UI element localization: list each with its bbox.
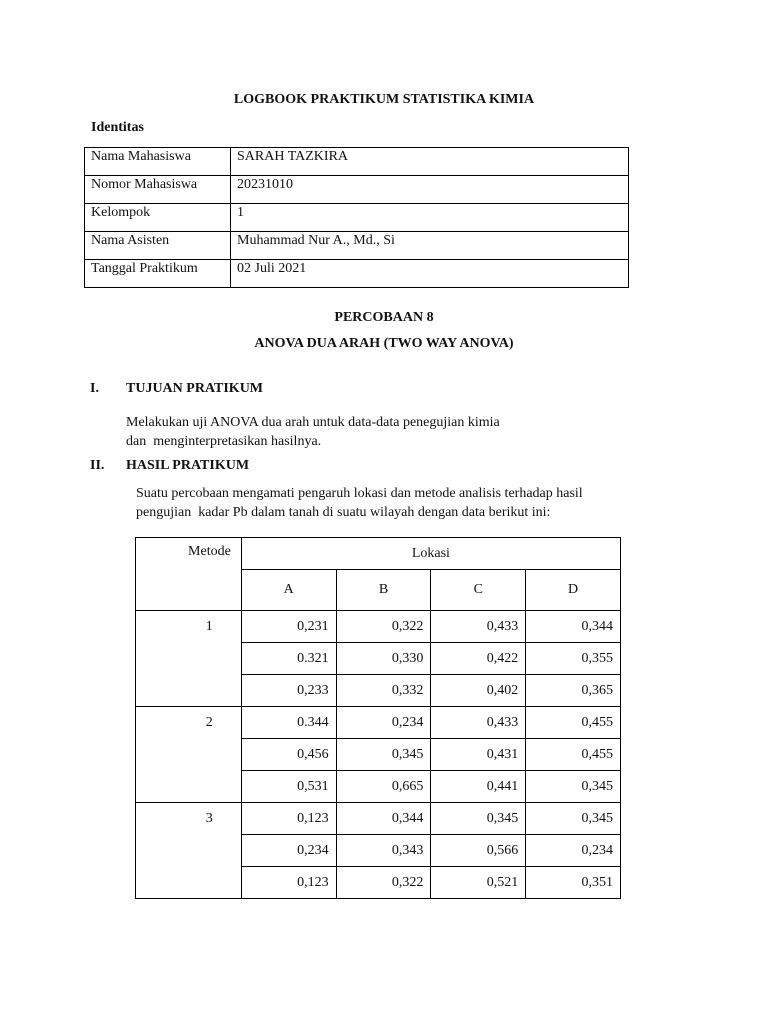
identity-row: [85, 232, 629, 260]
identity-value: 02 Juli 2021: [231, 260, 629, 288]
table-cell: 0,566: [431, 835, 526, 867]
table-cell: 0,521: [431, 867, 526, 899]
identity-label: Nama Mahasiswa: [85, 148, 231, 176]
table-cell: 0,343: [336, 835, 431, 867]
identity-label: Nama Asisten: [85, 232, 231, 260]
table-cell: 0,455: [526, 707, 621, 739]
column-header: A: [241, 570, 336, 611]
paragraph-line: dan menginterpretasikan hasilnya.: [126, 434, 322, 449]
document-title: LOGBOOK PRAKTIKUM STATISTIKA KIMIA: [233, 92, 535, 107]
table-cell: 0,402: [431, 675, 526, 707]
table-cell: 0,365: [526, 675, 621, 707]
section-paragraph: [126, 413, 500, 451]
metode-cell: 3: [136, 803, 242, 899]
column-header: B: [336, 570, 431, 611]
table-cell: 0,234: [336, 707, 431, 739]
paragraph-line: pengujian kadar Pb dalam tanah di suatu wilayah dengan data berikut ini:: [136, 505, 551, 520]
table-cell: 0.321: [241, 643, 336, 675]
section-number: I.: [90, 381, 99, 396]
table-cell: 0,123: [241, 867, 336, 899]
identity-value: 20231010: [231, 176, 629, 204]
table-cell: 0,433: [431, 707, 526, 739]
anova-data-table: [135, 537, 621, 899]
table-cell: 0,332: [336, 675, 431, 707]
table-row: [136, 707, 621, 739]
table-cell: 0,345: [526, 771, 621, 803]
identity-row: [85, 204, 629, 232]
table-cell: 0,330: [336, 643, 431, 675]
identity-label: Nomor Mahasiswa: [85, 176, 231, 204]
table-cell: 0,234: [526, 835, 621, 867]
table-cell: 0,441: [431, 771, 526, 803]
table-cell: 0,455: [526, 739, 621, 771]
section-number: II.: [90, 458, 105, 473]
metode-header: Metode: [136, 538, 242, 611]
table-cell: 0,234: [241, 835, 336, 867]
table-cell: 0,233: [241, 675, 336, 707]
table-cell: 0,231: [241, 611, 336, 643]
table-cell: 0,344: [526, 611, 621, 643]
table-cell: 0,422: [431, 643, 526, 675]
percobaan-subtitle: ANOVA DUA ARAH (TWO WAY ANOVA): [254, 336, 514, 351]
table-cell: 0,322: [336, 611, 431, 643]
table-cell: 0.344: [241, 707, 336, 739]
table-cell: 0,431: [431, 739, 526, 771]
identity-label: Tanggal Praktikum: [85, 260, 231, 288]
identity-row: [85, 148, 629, 176]
lokasi-header: Lokasi: [241, 538, 620, 570]
identity-value: 1: [231, 204, 629, 232]
metode-cell: 1: [136, 611, 242, 707]
identity-row: [85, 260, 629, 288]
table-cell: 0,123: [241, 803, 336, 835]
table-row: [136, 803, 621, 835]
column-header: D: [526, 570, 621, 611]
table-cell: 0,322: [336, 867, 431, 899]
percobaan-heading: PERCOBAAN 8: [334, 310, 434, 325]
metode-cell: 2: [136, 707, 242, 803]
identity-value: Muhammad Nur A., Md., Si: [231, 232, 629, 260]
table-row: [136, 611, 621, 643]
table-cell: 0,531: [241, 771, 336, 803]
section-paragraph: [136, 484, 583, 522]
table-cell: 0,344: [336, 803, 431, 835]
table-cell: 0,456: [241, 739, 336, 771]
identity-table: [84, 147, 629, 288]
table-cell: 0,355: [526, 643, 621, 675]
section-title: TUJUAN PRATIKUM: [126, 381, 264, 396]
paragraph-line: Suatu percobaan mengamati pengaruh lokasi dan metode analisis terhadap hasil: [136, 486, 583, 501]
table-cell: 0,433: [431, 611, 526, 643]
section-title: HASIL PRATIKUM: [126, 458, 250, 473]
table-cell: 0,345: [336, 739, 431, 771]
identity-row: [85, 176, 629, 204]
identitas-heading: Identitas: [91, 120, 144, 135]
table-header-row: [136, 538, 621, 570]
paragraph-line: Melakukan uji ANOVA dua arah untuk data-data penegujian kimia: [126, 415, 500, 430]
column-header: C: [431, 570, 526, 611]
table-cell: 0,351: [526, 867, 621, 899]
identity-value: SARAH TAZKIRA: [231, 148, 629, 176]
table-cell: 0,345: [431, 803, 526, 835]
identity-label: Kelompok: [85, 204, 231, 232]
table-cell: 0,345: [526, 803, 621, 835]
table-cell: 0,665: [336, 771, 431, 803]
